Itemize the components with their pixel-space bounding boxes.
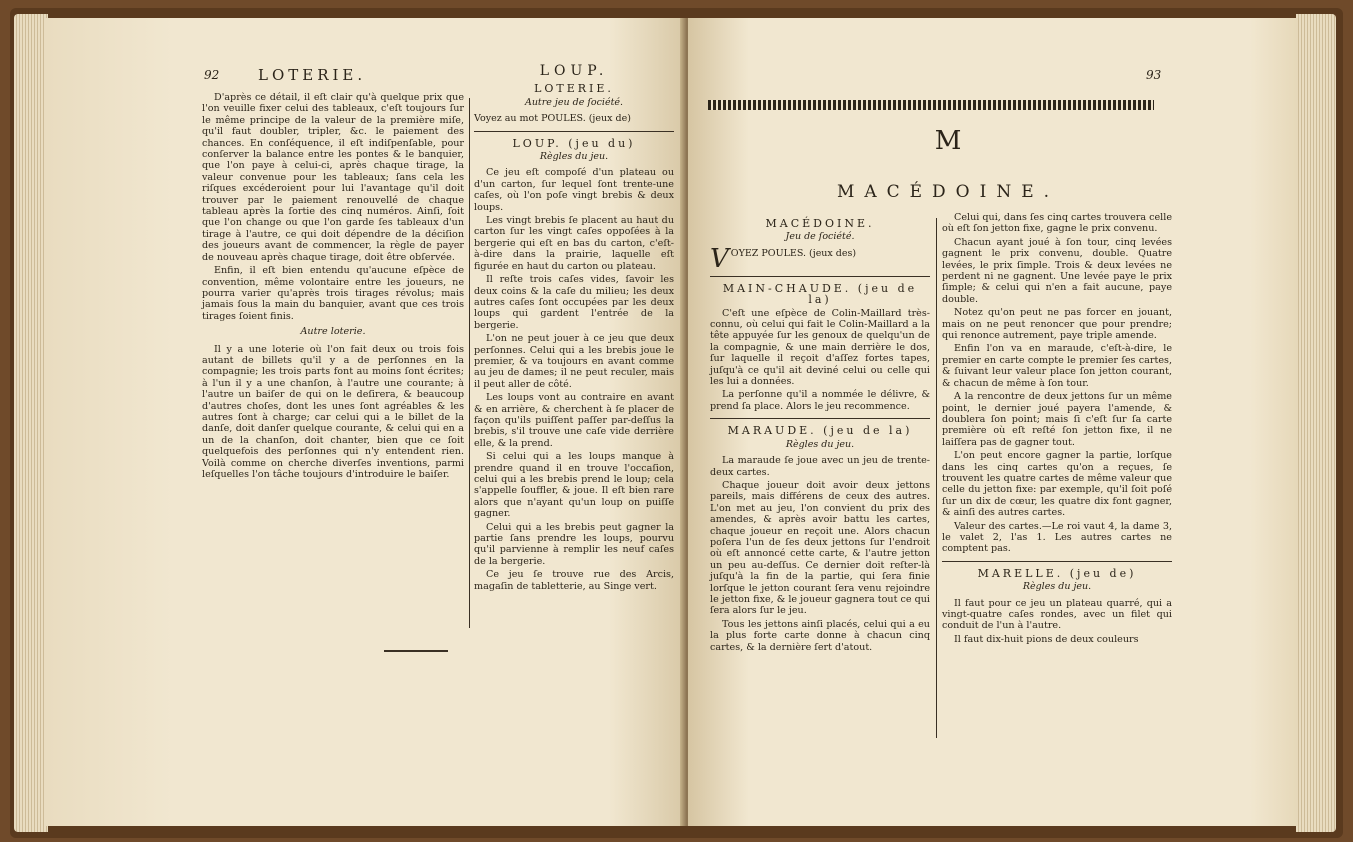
section-heading: MACÉDOINE.	[836, 182, 1060, 202]
running-head-loup: LOUP.	[539, 63, 609, 79]
letter-heading: M	[934, 126, 962, 156]
section-rule	[474, 131, 674, 132]
running-head-left: LOTERIE.	[258, 66, 367, 84]
paragraph: Il y a une loterie où l'on fait deux ou trois fois autant de billets qu'il y a de perſonnes en la compagnie; les trois parts font au moins ſont écrites; à l'un il y a une chanſon, à l'autre une courante; à l'autre un baiſer de qui on le deſirera, & beaucoup d'autres choſes, dont les unes ſont agréables & les autres ſont à charge; car celui qui a le billet de la danſe, doit danſer quelque courante, & celui qui en a un de la chanſon, doit chanter, bien que ce ſoit quelquefois des perſonnes qui n'y entendent rien. Voilà comme on cherche diverſes inventions, parmi leſquelles l'on tâche toujours d'introduire le baiſer.	[202, 343, 464, 480]
paragraph: Ce jeu ſe trouve rue des Arcis, magaſin de tabletterie, au Singe vert.	[474, 569, 674, 592]
left-column-1	[202, 92, 464, 482]
page-number-right: 93	[1146, 68, 1162, 82]
paragraph: C'eſt une eſpèce de Colin-Maillard très-connu, où celui qui fait le Colin-Maillard a la tête appuyée ſur les genoux de quelqu'un de la compagnie, & une main derrière le dos, ſur laquelle il reçoit d'aſſez fortes tapes, juſqu'à ce qu'il ait deviné celui ou celle qui les lui a données.	[710, 307, 930, 388]
section-subtitle: Autre jeu de ſociété.	[524, 96, 624, 108]
paragraph: Valeur des cartes.—Le roi vaut 4, la dame 3, le valet 2, l'as 1. Les autres cartes ne comptent pas.	[942, 520, 1172, 555]
paragraph: L'on peut encore gagner la partie, lorſque dans les cinq cartes qu'on a reçues, ſe trouvent les quatre cartes de même valeur que celle du jetton fixe: par exemple, qu'il ſoit poſé ſur un dix de cœur, les quatre dix font gagner, & ainſi des autres cartes.	[942, 450, 1172, 519]
page-edges-right	[1296, 14, 1336, 832]
section-title-macedoine: MACÉDOINE.	[765, 217, 875, 230]
paragraph: Il faut pour ce jeu un plateau quarré, qui a vingt-quatre caſes rondes, avec un filet qui conduit de l'un à l'autre.	[942, 597, 1172, 632]
paragraph: Enfin l'on va en maraude, c'eſt-à-dire, le premier en carte compte le premier ſes cartes, & ſuivant leur valeur place ſon jetton courant, & chacun de même à ſon tour.	[942, 343, 1172, 389]
section-title-maraude: MARAUDE. (jeu de la)	[727, 424, 913, 438]
right-column-2	[942, 212, 1172, 647]
paragraph: Notez qu'on peut ne pas forcer en jouant, mais on ne peut renoncer que pour prendre; qui renonce autrement, paye triple amende.	[942, 307, 1172, 342]
paragraph: Les vingt brebis ſe placent au haut du carton ſur les vingt caſes oppoſées à la bergerie qui eſt en bas du carton, c'eſt-à-dire dans la prairie, laquelle eſt figurée en haut du carton ou plateau.	[474, 215, 674, 272]
drop-initial: V	[710, 243, 729, 274]
closing-rule	[384, 650, 448, 652]
section-title-marelle: MARELLE. (jeu de)	[977, 566, 1137, 580]
see-reference: Voyez au mot POULES. (jeux de)	[474, 113, 631, 125]
see-reference: VOYEZ POULES. (jeux des)	[710, 243, 857, 274]
paragraph: A la rencontre de deux jettons ſur un même point, le dernier joué payera l'amende, & doublera ſon point; mais ſi c'eſt ſur ſa carte première où eſt reſté ſon jetton fixe, il ne laiſſera pas de gagner tout.	[942, 391, 1172, 448]
page-edges-left	[14, 14, 48, 832]
subhead-autre-loterie: Autre loterie.	[300, 326, 366, 338]
paragraph: Il faut dix-huit pions de deux couleurs	[954, 633, 1139, 645]
right-page	[688, 18, 1298, 826]
column-divider	[469, 98, 470, 628]
page-number-left: 92	[204, 68, 220, 82]
paragraph: L'on ne peut jouer à ce jeu que deux perſonnes. Celui qui a les brebis joue le premier, & va toujours en avant comme au jeu de dames; il ne peut reculer, mais il peut aller de côté.	[474, 333, 674, 390]
paragraph: La maraude ſe joue avec un jeu de trente-deux cartes.	[710, 455, 930, 478]
section-rule	[942, 561, 1172, 562]
right-column-1	[710, 212, 930, 655]
section-rule	[710, 418, 930, 419]
paragraph: Enfin, il eſt bien entendu qu'aucune eſpèce de convention, même volontaire entre les joueurs, ne pourra varier qu'après trois tirages révolus; mais jamais ſous la main du banquier, avant que ces trois tirages ſoient finis.	[202, 265, 464, 322]
section-subtitle: Jeu de ſociété.	[785, 231, 855, 243]
section-subtitle: Règles du jeu.	[1022, 581, 1092, 593]
section-subtitle: Règles du jeu.	[785, 438, 855, 450]
paragraph: Si celui qui a les loups manque à prendre quand il en trouve l'occaſion, celui qui a les brebis prend le loup; cela s'appelle ſouffler, & joue. Il eſt bien rare alors que n'ayant qu'un loup on puiſſe gagner.	[474, 451, 674, 520]
section-rule	[710, 276, 930, 277]
paragraph: Chaque joueur doit avoir deux jettons pareils, mais différens de ceux des autres. L'on met au jeu, l'on convient du prix des amendes, & après avoir battu les cartes, chaque joueur en reçoit une. Alors chacun poſera l'un de ſes deux jettons ſur l'endroit où eſt annoncé cette carte, & l'autre jetton un peu au-deſſus. Ce dernier doit reſter-là juſqu'à la fin de la partie, qui ſera finie lorſque le jetton courant ſera venu rejoindre le jetton fixe, & le joueur gagnera tout ce qui ſera alors ſur le jeu.	[710, 479, 930, 617]
left-page	[46, 18, 686, 826]
paragraph: La perſonne qu'il a nommée le délivre, & prend ſa place. Alors le jeu recommence.	[710, 389, 930, 412]
paragraph: Ce jeu eſt compoſé d'un plateau ou d'un carton, ſur lequel ſont trente-une caſes, où l'on poſe vingt brebis & deux loups.	[474, 167, 674, 213]
paragraph: Tous les jettons ainſi placés, celui qui a eu la plus forte carte donne à chacun cinq cartes, & la dernière ſert d'atout.	[710, 618, 930, 653]
column-divider	[936, 218, 937, 738]
section-title-main-chaude: MAIN-CHAUDE. (jeu de la)	[722, 281, 918, 307]
paragraph: Celui qui a les brebis peut gagner la partie ſans prendre les loups, pourvu qu'il parvienne à remplir les neuf caſes de la bergerie.	[474, 521, 674, 567]
section-subtitle: Règles du jeu.	[539, 151, 609, 163]
paragraph: Celui qui, dans ſes cinq cartes trouvera celle où eſt ſon jetton fixe, gagne le prix convenu.	[942, 212, 1172, 235]
section-title-loup: LOUP. (jeu du)	[512, 136, 636, 150]
paragraph: Il reſte trois caſes vides, ſavoir les deux coins & la caſe du milieu; les deux autres caſes ſont occupées par les deux loups qui gardent l'entrée de la bergerie.	[474, 274, 674, 331]
section-title-loterie: LOTERIE.	[534, 82, 614, 96]
left-column-2	[474, 63, 674, 594]
paragraph: Chacun ayant joué à ſon tour, cinq levées gagnent le prix convenu, double. Quatre levées, le prix ſimple. Trois & deux levées ne perdent ni ne gagnent. Une levée paye le prix ſimple; & celui qui n'en a fait aucune, paye double.	[942, 236, 1172, 305]
header-ornament	[708, 100, 1154, 110]
paragraph: Les loups vont au contraire en avant & en arrière, & cherchent à ſe placer de façon qu'ils puiſſent paſſer par-deſſus la brebis, s'il trouve une caſe vide derrière elle, & la prend.	[474, 392, 674, 449]
paragraph: D'après ce détail, il eſt clair qu'à quelque prix que l'on veuille fixer celui des tableaux, c'eſt toujours ſur le même principe de la valeur de la première miſe, qu'il faut doubler, tripler, &c. le paiement des chances. En conſéquence, il eſt indiſpenſable, pour conſerver la balance entre les pontes & le banquier, que l'on paye à celui-ci, après chaque tirage, la valeur convenue pour les tableaux; ſans cela les riſques excéderoient pour lui l'avantage qu'il doit trouver par le paiement renouvellé de chaque tableau après la ſortie des cinq numéros. Ainſi, ſoit que l'on change ou que l'on garde ſes tableaux d'un tirage à l'autre, ce qui doit dépendre de la déciſion des joueurs avant de commencer, la règle de payer de nouveau après chaque tirage, doit être obſervée.	[202, 92, 464, 263]
